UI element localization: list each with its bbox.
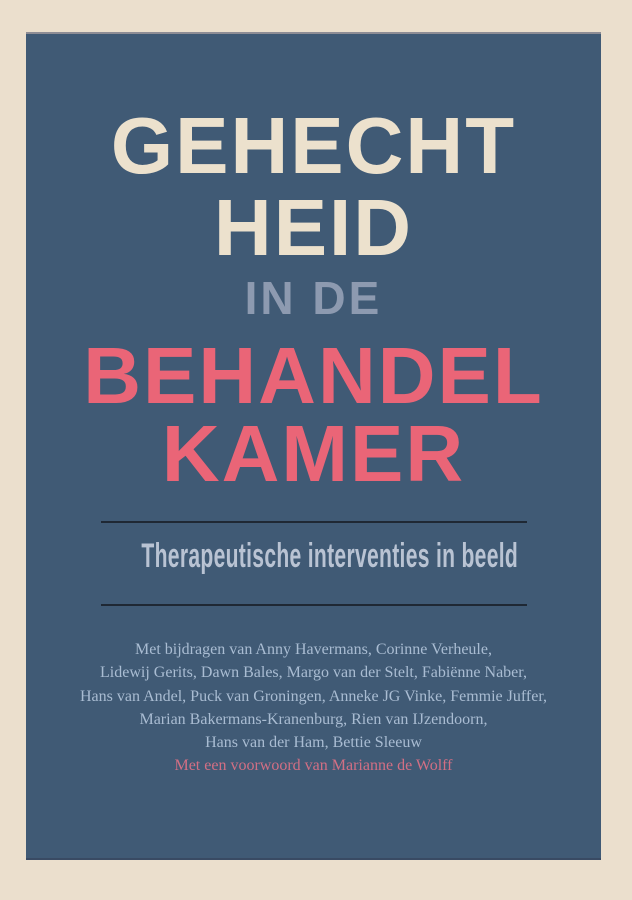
tagline-text: Therapeutische interventies in beeld	[141, 537, 519, 575]
contributors-line: Marian Bakermans-Kranenburg, Rien van IJzendoorn,	[139, 710, 488, 728]
contributors-list	[26, 638, 601, 754]
contributors-line: Hans van Andel, Puck van Groningen, Anneke JG Vinke, Femmie Juffer,	[79, 687, 548, 705]
title-line-2: HEID	[213, 183, 414, 272]
tagline	[26, 538, 601, 574]
contributors-line: Lidewij Gerits, Dawn Bales, Margo van der Stelt, Fabiënne Naber,	[100, 664, 527, 682]
title2-line-1: BEHANDEL	[83, 331, 544, 420]
title-gehechtheid	[26, 101, 601, 272]
cover-panel	[26, 32, 601, 860]
title-line-1: GEHECHT	[110, 101, 517, 190]
title-behandelkamer	[26, 331, 601, 498]
contributors-line: Met bijdragen van Anny Havermans, Corinne Verheule,	[135, 641, 492, 658]
title-in-de: IN DE	[244, 272, 383, 324]
divider-bottom	[101, 604, 527, 606]
divider-top	[101, 521, 527, 523]
title2-line-2: KAMER	[161, 409, 466, 498]
foreword-credit: Met een voorwoord van Marianne de Wolff	[174, 757, 453, 774]
contributors-line: Hans van der Ham, Bettie Sleeuw	[205, 734, 422, 752]
